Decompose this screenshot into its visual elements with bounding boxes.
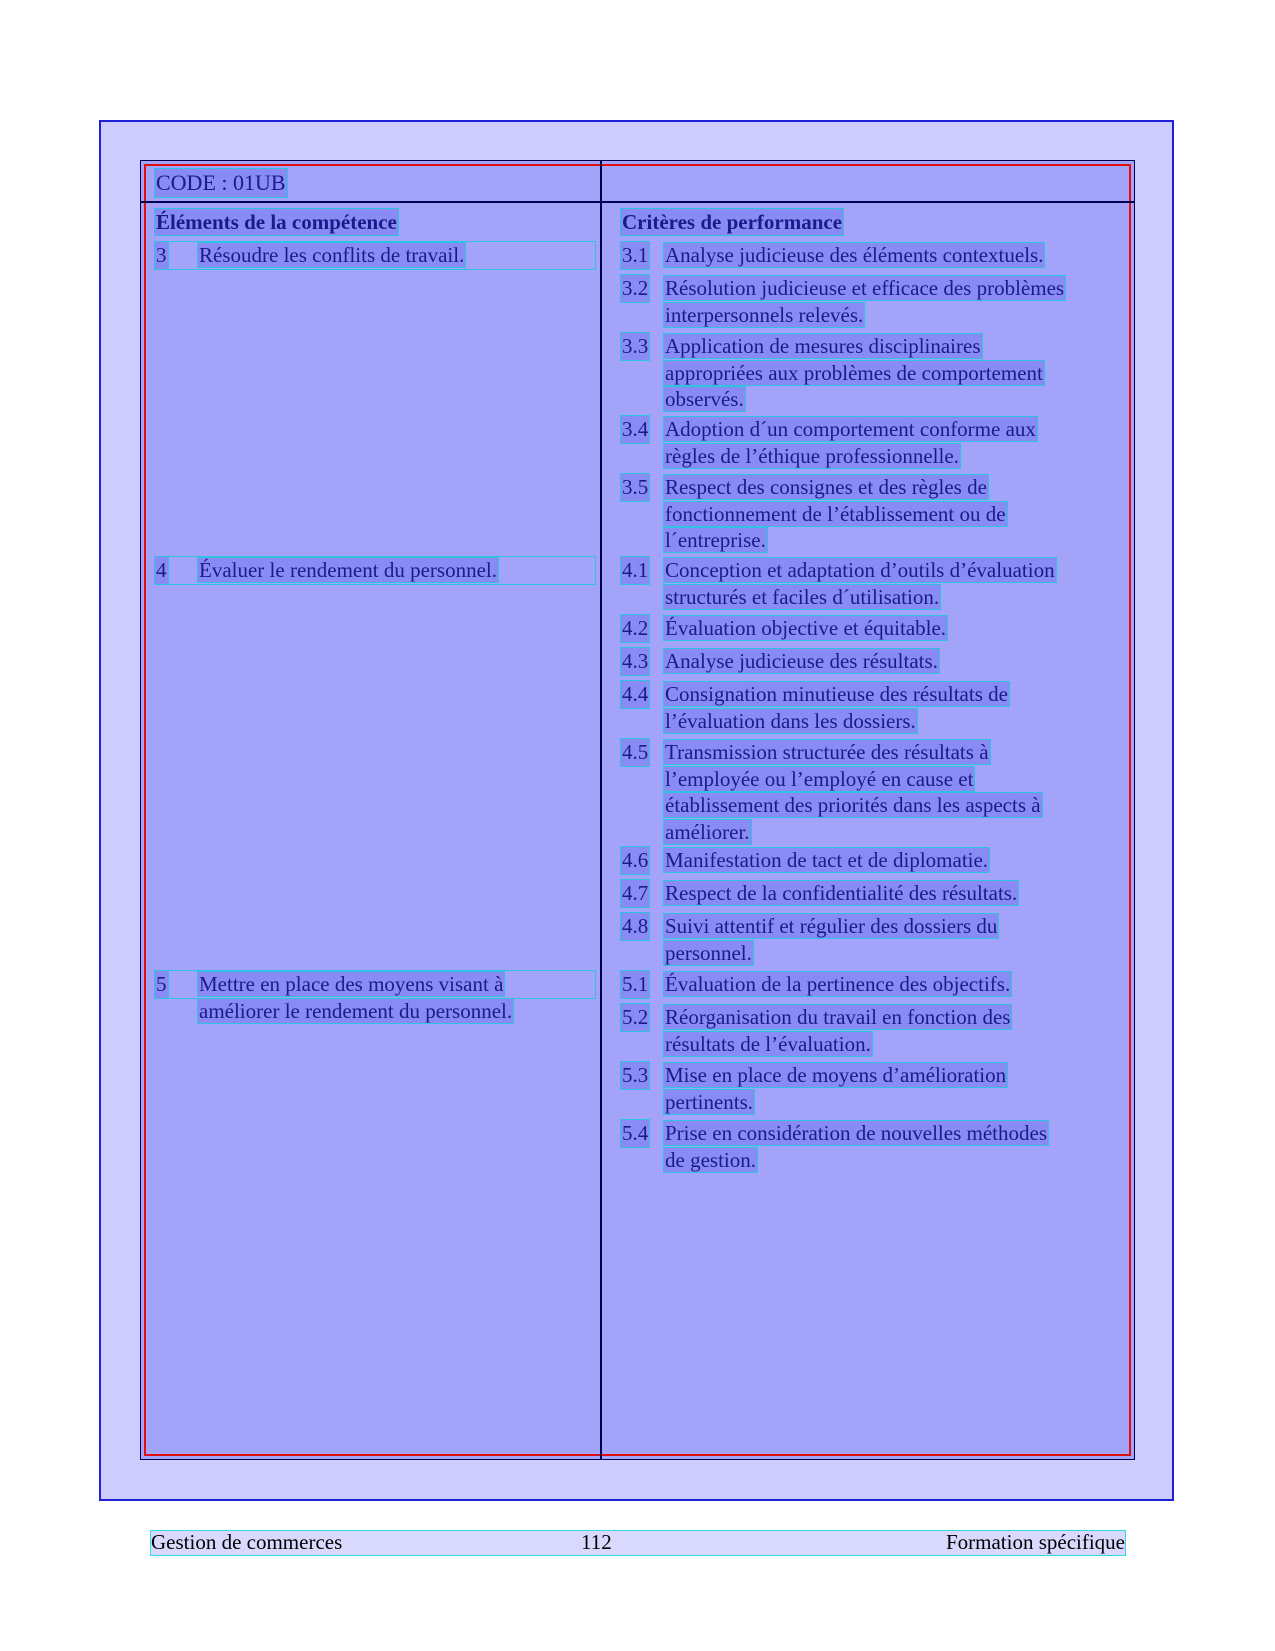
criterion-item (621, 1062, 1121, 1115)
criterion-item (621, 880, 1121, 907)
criterion-text-line: Prise en considération de nouvelles méthodes (665, 1121, 1047, 1145)
criterion-item (621, 333, 1121, 413)
element-number: 5 (156, 972, 167, 996)
criterion-text-line: Analyse judicieuse des éléments contextuels. (665, 243, 1044, 267)
criterion-text-line: résultats de l’évaluation. (665, 1031, 871, 1056)
criterion-text-line: améliorer. (665, 819, 750, 844)
criterion-text-line: Conception et adaptation d’outils d’évaluation (665, 558, 1055, 582)
criterion-text-line: Transmission structurée des résultats à (665, 740, 989, 764)
criterion-text-line: Application de mesures disciplinaires (665, 334, 981, 358)
footer-program: Gestion de commerces (151, 1530, 343, 1554)
criterion-text-line: Mise en place de moyens d’amélioration (665, 1063, 1007, 1087)
right-column-header: Critères de performance (622, 210, 843, 234)
criterion-item (621, 1120, 1121, 1173)
criterion-text (621, 1062, 1007, 1115)
element-text-line: Évaluer le rendement du personnel. (199, 558, 497, 582)
criterion-text-line: structurés et faciles d´utilisation. (665, 584, 940, 609)
criterion-item (621, 557, 1121, 610)
criterion-text-line: l´entreprise. (665, 528, 766, 552)
element-text (155, 971, 513, 1024)
criterion-number: 4.5 (622, 740, 649, 764)
criterion-number: 5.3 (622, 1063, 649, 1087)
header-divider (141, 201, 1134, 203)
criterion-item (621, 847, 1121, 874)
criterion-text (621, 971, 1011, 998)
element-text (155, 242, 465, 269)
criterion-number: 4.4 (622, 682, 649, 706)
criterion-text (621, 333, 1044, 413)
page-frame (99, 120, 1174, 1501)
footer-page-number: 112 (581, 1530, 612, 1554)
criterion-number: 3.3 (622, 334, 649, 358)
left-column-header: Éléments de la compétence (156, 210, 397, 234)
criterion-text-line: Respect de la confidentialité des résultats. (665, 881, 1018, 905)
criterion-number: 5.2 (622, 1005, 649, 1029)
criterion-text-line: fonctionnement de l’établissement ou de (665, 501, 1006, 526)
criterion-text (621, 739, 1042, 845)
criterion-number: 5.1 (622, 972, 649, 996)
criterion-item (621, 416, 1121, 469)
element-text-line: améliorer le rendement du personnel. (199, 998, 513, 1023)
criterion-number: 3.5 (622, 475, 649, 499)
criterion-item (621, 242, 1121, 269)
element-item (155, 971, 595, 1024)
footer-section: Formation spécifique (945, 1530, 1125, 1554)
element-item (155, 242, 595, 269)
criterion-text-line: Suivi attentif et régulier des dossiers du (665, 914, 998, 938)
criterion-text-line: personnel. (665, 940, 752, 965)
criterion-text (621, 648, 939, 675)
criterion-text (621, 1120, 1048, 1173)
element-item (155, 557, 595, 584)
criterion-item (621, 739, 1121, 845)
criterion-item (621, 474, 1121, 554)
page-footer (150, 1530, 1126, 1556)
code-label: CODE : 01UB (156, 170, 286, 195)
element-text (155, 557, 498, 584)
criterion-number: 4.1 (622, 558, 649, 582)
criterion-text (621, 913, 998, 966)
criterion-text-line: Manifestation de tact et de diplomatie. (665, 848, 989, 872)
competence-table (140, 160, 1135, 1460)
criterion-text-line: observés. (665, 387, 744, 411)
criterion-number: 4.6 (622, 848, 649, 872)
criterion-text (621, 880, 1018, 907)
criterion-text (621, 416, 1037, 469)
criterion-text-line: l’évaluation dans les dossiers. (665, 708, 916, 733)
criterion-text-line: appropriées aux problèmes de comportement (665, 360, 1043, 385)
criterion-item (621, 971, 1121, 998)
criterion-text-line: règles de l’éthique professionnelle. (665, 443, 959, 468)
criterion-text-line: Évaluation objective et équitable. (665, 616, 947, 640)
criterion-text (621, 615, 947, 642)
criterion-text-line: Adoption d´un comportement conforme aux (665, 417, 1036, 441)
criterion-text-line: de gestion. (665, 1147, 756, 1172)
criterion-item (621, 615, 1121, 642)
column-divider (600, 161, 602, 1459)
criterion-text-line: Réorganisation du travail en fonction des (665, 1005, 1011, 1029)
criterion-text-line: Consignation minutieuse des résultats de (665, 682, 1008, 706)
criterion-number: 3.4 (622, 417, 649, 441)
criterion-text (621, 681, 1009, 734)
criterion-number: 4.2 (622, 616, 649, 640)
element-text-line: Mettre en place des moyens visant à (199, 972, 504, 996)
element-number: 3 (156, 243, 167, 267)
criterion-text (621, 847, 989, 874)
criterion-text-line: Évaluation de la pertinence des objectifs. (665, 972, 1011, 996)
criterion-text-line: pertinents. (665, 1089, 754, 1114)
criterion-number: 5.4 (622, 1121, 649, 1145)
criterion-text-line: Respect des consignes et des règles de (665, 475, 987, 499)
criterion-text (621, 474, 1007, 554)
criterion-text (621, 1004, 1011, 1057)
criterion-text (621, 275, 1065, 328)
criterion-text (621, 242, 1044, 269)
criterion-number: 4.3 (622, 649, 649, 673)
element-text-line: Résoudre les conflits de travail. (199, 243, 465, 267)
criterion-item (621, 648, 1121, 675)
criterion-text-line: Analyse judicieuse des résultats. (665, 649, 938, 673)
criterion-number: 3.2 (622, 276, 649, 300)
criterion-number: 3.1 (622, 243, 649, 267)
criterion-number: 4.7 (622, 881, 649, 905)
criterion-text-line: interpersonnels relevés. (665, 302, 864, 327)
criterion-item (621, 681, 1121, 734)
criterion-text-line: établissement des priorités dans les aspects à (665, 793, 1041, 817)
element-number: 4 (156, 558, 167, 582)
criterion-item (621, 913, 1121, 966)
criterion-item (621, 275, 1121, 328)
criterion-text-line: Résolution judicieuse et efficace des problèmes (665, 276, 1065, 300)
criterion-item (621, 1004, 1121, 1057)
criterion-number: 4.8 (622, 914, 649, 938)
criterion-text-line: l’employée ou l’employé en cause et (665, 766, 974, 791)
criterion-text (621, 557, 1056, 610)
